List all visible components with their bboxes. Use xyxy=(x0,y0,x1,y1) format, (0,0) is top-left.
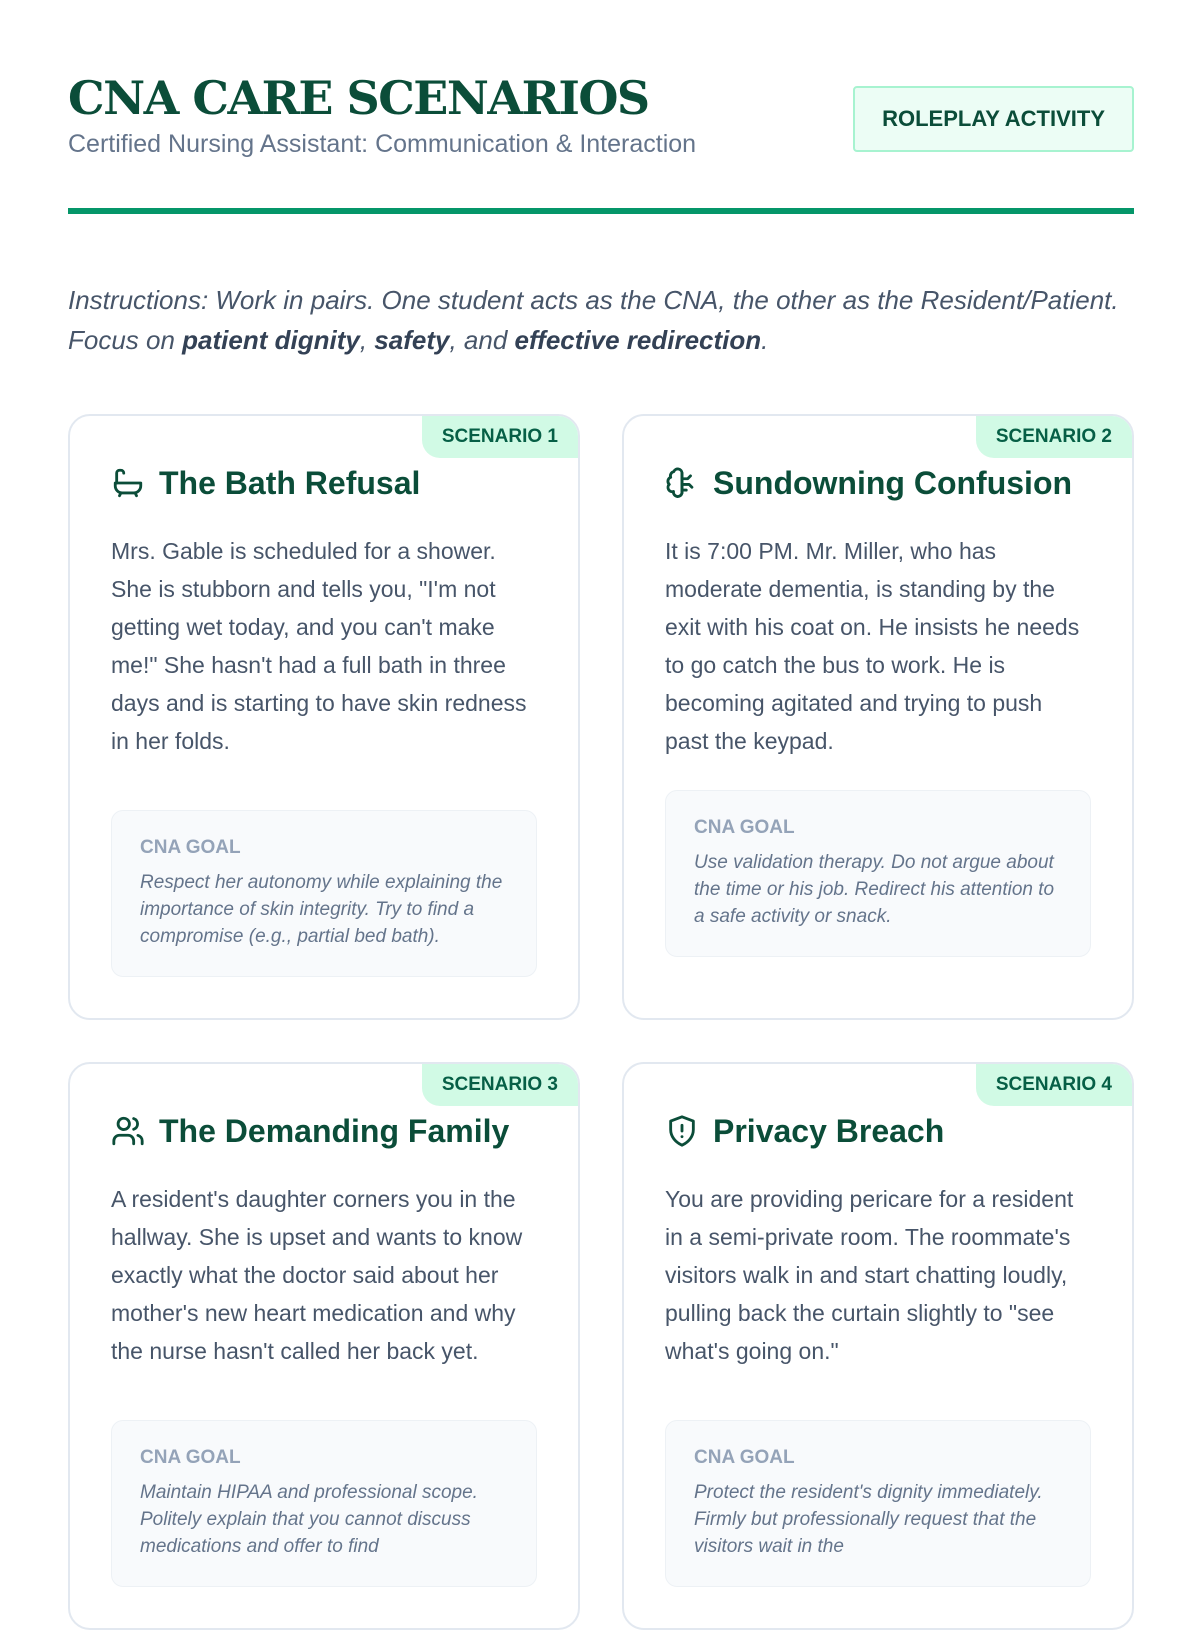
shield-icon xyxy=(665,1114,699,1148)
instructions-emphasis-redirection: effective redirection xyxy=(514,325,762,355)
scenario-tag: SCENARIO 1 xyxy=(422,416,578,458)
instructions-emphasis-safety: safety xyxy=(374,325,450,355)
bath-icon xyxy=(111,466,145,500)
scenario-title: Sundowning Confusion xyxy=(713,465,1073,501)
roleplay-activity-badge: ROLEPLAY ACTIVITY xyxy=(853,86,1134,152)
cna-goal-text: Protect the resident's dignity immediately. Firmly but professionally request that the visitors wait in the xyxy=(694,1482,1043,1557)
instructions-text: Instructions: Work in pairs. One student acts as the CNA, the other as the Resident/Patient. Focus on xyxy=(68,285,1119,355)
instructions xyxy=(68,280,1134,360)
cna-goal-box xyxy=(665,790,1091,957)
scenario-grid xyxy=(68,414,1134,1630)
cna-goal-text: Respect her autonomy while explaining the importance of skin integrity. Try to find a compromise (e.g., partial bed bath). xyxy=(140,872,503,947)
header-divider xyxy=(68,208,1134,214)
cna-goal-label: CNA GOAL xyxy=(140,1447,241,1468)
scenario-title: The Bath Refusal xyxy=(159,465,421,501)
page-subtitle: Certified Nursing Assistant: Communication & Interaction xyxy=(68,130,697,158)
instructions-end: . xyxy=(761,325,769,355)
scenario-card-4 xyxy=(622,1062,1134,1630)
cna-goal-box xyxy=(111,810,537,977)
scenario-description: You are providing pericare for a resident in a semi-private room. The roommate's visitors walk in and start chatting loudly, pulling back the curtain slightly to "see what's going on." xyxy=(665,1186,1074,1364)
cna-goal-box xyxy=(665,1420,1091,1587)
scenario-header xyxy=(111,460,537,506)
cna-goal-text: Maintain HIPAA and professional scope. Politely explain that you cannot discuss medications and offer to find xyxy=(140,1482,478,1557)
scenario-description: Mrs. Gable is scheduled for a shower. She is stubborn and tells you, "I'm not getting wet today, and you can't make me!" She hasn't had a full bath in three days and is starting to have skin redness in her folds. xyxy=(111,538,527,754)
scenario-tag: SCENARIO 4 xyxy=(976,1064,1132,1106)
header xyxy=(68,68,1134,159)
cna-goal-label: CNA GOAL xyxy=(140,837,241,858)
page-title: CNA CARE SCENARIOS xyxy=(68,71,649,125)
users-icon xyxy=(111,1114,145,1148)
scenario-header xyxy=(665,460,1091,506)
scenario-tag: SCENARIO 2 xyxy=(976,416,1132,458)
scenario-card-2 xyxy=(622,414,1134,1020)
cna-goal-box xyxy=(111,1420,537,1587)
cna-goal-text: Use validation therapy. Do not argue about the time or his job. Redirect his attention to a safe activity or snack. xyxy=(694,852,1055,927)
scenario-description: It is 7:00 PM. Mr. Miller, who has moderate dementia, is standing by the exit with his coat on. He insists he needs to go catch the bus to work. He is becoming agitated and trying to push past the keypad. xyxy=(665,538,1080,754)
scenario-header xyxy=(111,1108,537,1154)
scenario-header xyxy=(665,1108,1091,1154)
scenario-card-3 xyxy=(68,1062,580,1630)
instructions-separator: , xyxy=(359,325,375,355)
cna-goal-label: CNA GOAL xyxy=(694,1447,795,1468)
cna-goal-label: CNA GOAL xyxy=(694,817,795,838)
instructions-separator: , and xyxy=(449,325,515,355)
scenario-title: Privacy Breach xyxy=(713,1113,945,1149)
instructions-emphasis-dignity: patient dignity xyxy=(182,325,360,355)
brain-icon xyxy=(665,466,699,500)
scenario-tag: SCENARIO 3 xyxy=(422,1064,578,1106)
scenario-description: A resident's daughter corners you in the hallway. She is upset and wants to know exactly what the doctor said about her mother's new heart medication and why the nurse hasn't called her back yet. xyxy=(111,1186,523,1364)
scenario-card-1 xyxy=(68,414,580,1020)
scenario-title: The Demanding Family xyxy=(159,1113,510,1149)
